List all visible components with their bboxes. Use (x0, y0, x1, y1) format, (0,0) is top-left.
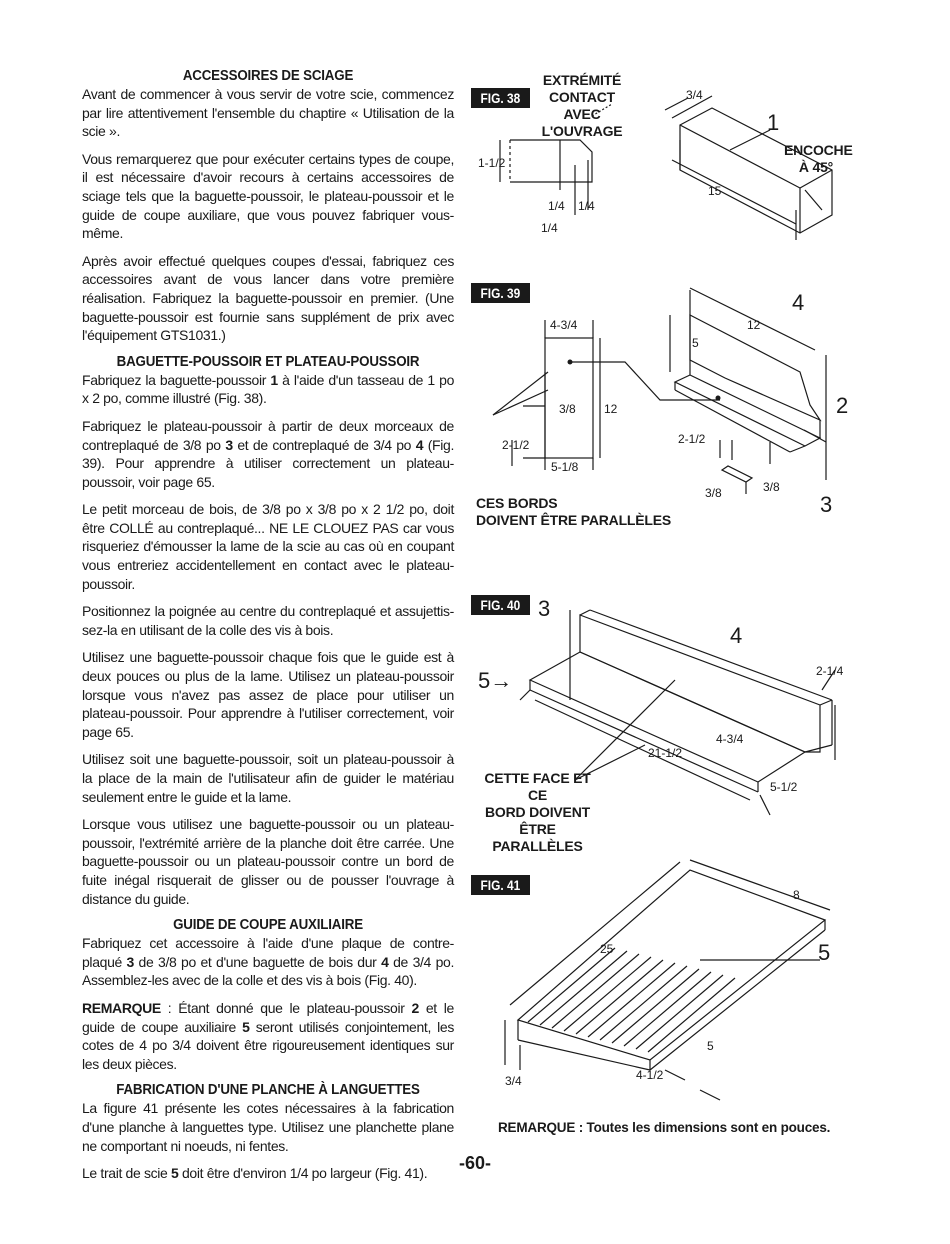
dim-label: 2-1/4 (816, 664, 844, 678)
fig38-notch-label: ENCOCHE À 45° (784, 142, 853, 175)
part-number: 1 (767, 110, 780, 135)
paragraph-remarque: REMARQUE : Étant donné que le plateau-poussoir 2 et le guide de coupe auxiliaire 5 seront utilisés conjointement, les cotes de 4 po 3/4 doivent être rigoureusement identiques sur les deux pièces. (82, 999, 454, 1072)
paragraph: Lorsque vous utilisez une baguette-poussoir ou un plateau-poussoir, l'extrémité arrière de la planche doit être carrée. Une baguette-poussoir ou un plateau-poussoir contre un bord de fuite inégal risquerait de glisser ou de pousser l'ouvrage à distance du guide. (82, 816, 454, 907)
paragraph: La figure 41 présente les cotes nécessaires à la fabrication d'une planche à languettes type. Utilisez une planchette plane ne comportant ni noeuds, ni fentes. (82, 1100, 454, 1154)
dim-label: 3/8 (763, 480, 780, 494)
dim-label: 2-1/2 (502, 438, 530, 452)
paragraph: Le petit morceau de bois, de 3/8 po x 3/8 po x 2 1/2 po, doit être COLLÉ au contreplaqué... NE LE CLOUEZ PAS car vous risqueriez d'émousser la lame de la scie au cas où en coupant vous entreriez accidentellement en contact avec le plateau-poussoir. (82, 501, 454, 592)
dim-label: 5-1/2 (770, 780, 798, 794)
part-number: 5→ (478, 668, 513, 693)
paragraph: Avant de commencer à vous servir de votre scie, commencez par lire attentivement l'ensemble du chaptire « Utilisation de la scie ». (82, 86, 454, 140)
section-title-baguette: BAGUETTE-POUSSOIR ET PLATEAU-POUSSOIR (116, 353, 420, 370)
fig38-label: FIG. 38 (471, 88, 530, 108)
dim-label: 5 (707, 1039, 714, 1053)
dim-label: 3/4 (505, 1074, 522, 1088)
dim-label: 12 (747, 318, 761, 332)
part-number: 3 (820, 492, 833, 517)
part-number: 3 (538, 596, 551, 621)
dim-label: 12 (604, 402, 618, 416)
dim-label: 1-1/2 (478, 156, 506, 170)
paragraph: Positionnez la poignée au centre du contreplaqué et assujettis-sez-la en utilisant de la colle des vis à bois. (82, 603, 454, 638)
fig38-caption: EXTRÉMITÉ CONTACT AVEC L'OUVRAGE (541, 72, 623, 139)
paragraph: Fabriquez cet accessoire à l'aide d'une plaque de contre-plaqué 3 de 3/8 po et d'une baguette de bois dur 4 de 3/4 po. Assemblez-les avec de la colle et des vis à bois (Fig. 40). (82, 935, 454, 989)
dim-label: 25 (600, 942, 614, 956)
dim-label: 5-1/8 (551, 460, 579, 474)
fig39-caption: CES BORDS DOIVENT ÊTRE PARALLÈLES (476, 495, 672, 528)
fig40-caption: CETTE FACE ET CE BORD DOIVENT ÊTRE PARALLÈLES (484, 770, 591, 854)
dim-label: 4-1/2 (636, 1068, 664, 1082)
dim-label: 3/8 (705, 486, 722, 500)
section-title-accessoires: ACCESSOIRES DE SCIAGE (182, 68, 354, 84)
part-number: 4 (730, 623, 743, 648)
dim-label: 1/4 (578, 199, 595, 213)
paragraph: Vous remarquerez que pour exécuter certains types de coupe, il est nécessaire d'avoir recours à certains accessoires de sciage tels que la baguette-poussoir, le plateau-poussoir et le guide de coupe auxiliare, que vous pouvez fabriquer vous-même. (82, 150, 454, 242)
dim-label: 4-3/4 (716, 732, 744, 746)
part-number: 2 (836, 393, 849, 418)
dim-label: 2-1/2 (678, 432, 706, 446)
dim-label: 1/4 (548, 199, 565, 213)
part-number: 5 (818, 940, 831, 965)
dim-label: 21-1/2 (648, 746, 683, 760)
dim-label: 3/8 (559, 402, 576, 416)
dim-label: 1/4 (541, 221, 558, 235)
fig39-label: FIG. 39 (471, 283, 530, 303)
paragraph: Après avoir effectué quelques coupes d'essai, fabriquez ces accessoires avant de vous lancer dans votre première réalisation. Fabriquez la baguette-poussoir en premier. (Une baguette-poussoir est fournie sans supplément de prix avec l'équipement GTS1031.) (82, 252, 454, 344)
paragraph: Utilisez soit une baguette-poussoir, soit un plateau-poussoir à la place de la main de l'utilisateur afin de guider le matériau seulement entre le guide et la lame. (82, 751, 454, 805)
part-number: 4 (792, 290, 805, 315)
dim-label: 4-3/4 (550, 318, 578, 332)
fig39-drawing (493, 288, 826, 494)
paragraph: Utilisez une baguette-poussoir chaque fois que le guide est à deux pouces ou plus de la lame. Utilisez un plateau-poussoir lorsque vous n'avez pas assez de place pour utiliser un plateau-poussoir. Pour apprendre à l'utiliser correctement, voir page 65. (82, 649, 454, 740)
dim-label: 5 (692, 336, 699, 350)
figures-note: REMARQUE : Toutes les dimensions sont en pouces. (498, 1120, 831, 1135)
dim-label: 15 (708, 184, 722, 198)
paragraph: Fabriquez la baguette-poussoir 1 à l'aide d'un tasseau de 1 po x 2 po, comme illustré (Fig. 38). (82, 371, 454, 407)
dim-label: 3/4 (686, 88, 703, 102)
section-title-planche: FABRICATION D'UNE PLANCHE À LANGUETTES (116, 1082, 420, 1099)
page-number: -60- (458, 1153, 491, 1173)
paragraph: Le trait de scie 5 doit être d'environ 1/4 po largeur (Fig. 41). (82, 1165, 428, 1182)
paragraph: Fabriquez le plateau-poussoir à partir de deux morceaux de contreplaqué de 3/8 po 3 et de contreplaqué de 3/4 po 4 (Fig. 39). Pour apprendre à utiliser correctement un plateau-poussoir, voir page 65. (82, 417, 454, 490)
fig40-label: FIG. 40 (471, 595, 530, 615)
dim-label: 8 (793, 888, 800, 902)
fig41-label: FIG. 41 (471, 875, 530, 895)
fig41-drawing (505, 860, 830, 1100)
section-title-guide: GUIDE DE COUPE AUXILIAIRE (173, 917, 363, 934)
